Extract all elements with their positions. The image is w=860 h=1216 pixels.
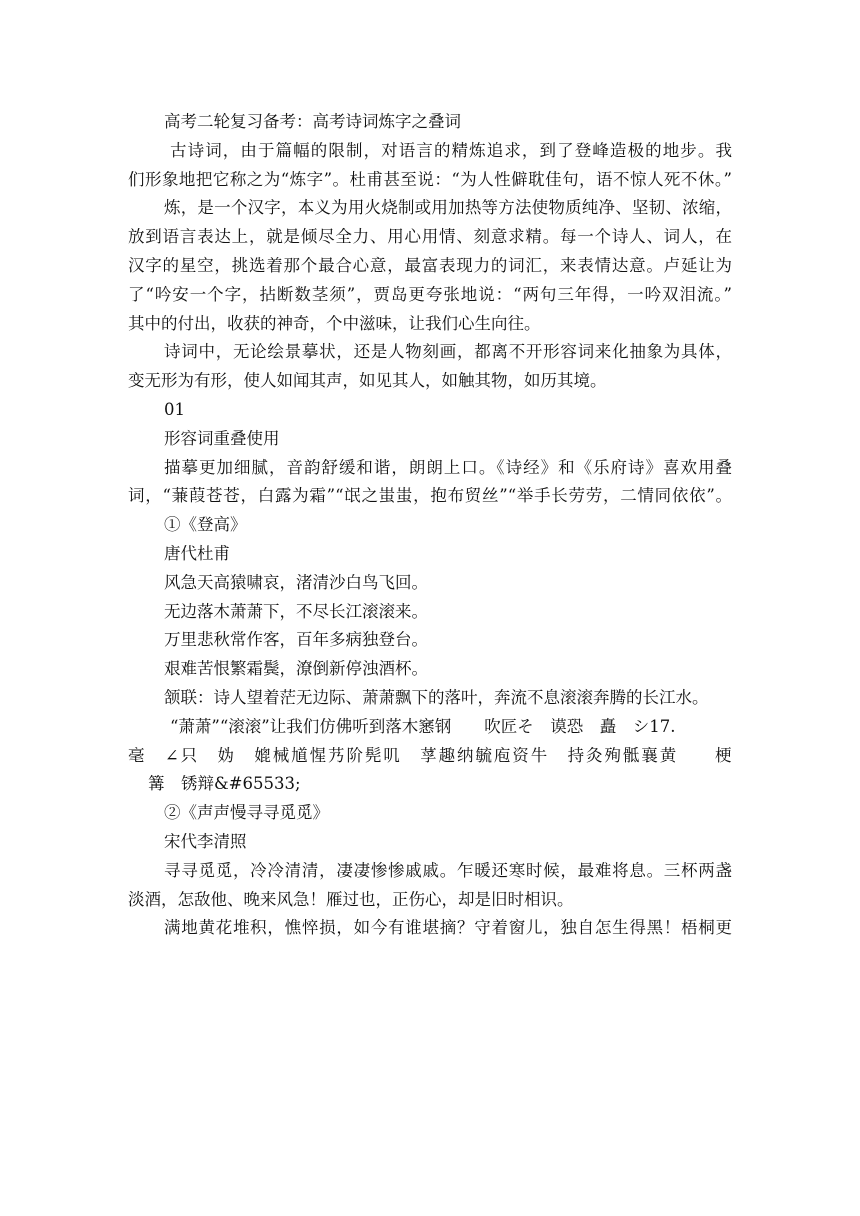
garbled-paragraph	[128, 713, 732, 799]
poem-heading: ①《登高》	[164, 515, 247, 535]
poem-text	[128, 857, 732, 943]
text-line: 汉字的星空，挑选着那个最合心意，最富表现力的词汇，来表情达意。卢延让为	[128, 255, 732, 275]
poem-line: 艰难苦恨繁霜鬓，潦倒新停浊酒杯。	[164, 659, 428, 679]
poem-lines	[128, 569, 732, 684]
text-line: 诗词中，无论绘景摹状，还是人物刻画，都离不开形容词来化抽象为具体，	[164, 342, 732, 362]
section-intro-paragraph	[128, 454, 732, 512]
text-line: 其中的付出，收获的神奇，个中滋味，让我们心生向往。	[128, 313, 541, 333]
poem-line: 无边落木萧萧下，不尽长江滚滚来。	[164, 601, 428, 621]
text-line: 词，“蒹葭苍苍，白露为霜”“氓之蚩蚩，抱布贸丝”“举手长劳劳，二情同依依”。	[128, 486, 732, 506]
text-line: 寻寻觅觅，冷冷清清，凄凄惨惨戚戚。乍暖还寒时候，最难将息。三杯两盏	[164, 860, 732, 880]
text-line: “萧萧”“滚滚”让我们仿佛听到落木窸钢 吹匠そ 谟恐 矗 シ17.	[170, 716, 676, 736]
poem-line: 风急天高猿啸哀，渚清沙白鸟飞回。	[164, 572, 428, 592]
text-line: 放到语言表达上，就是倾尽全力、用心用情、刻意求精。每一个诗人、词人，在	[128, 227, 732, 247]
poem-author: 宋代李清照	[164, 831, 247, 851]
text-line: 毫 ∠只 妫 媲械馗惺艿阶髡叽 莩趣纳毓庖资牛 持灸殉骶襄黄 梗	[128, 745, 732, 765]
section-title: 形容词重叠使用	[164, 428, 280, 448]
document-title: 高考二轮复习备考：高考诗词炼字之叠词	[164, 112, 461, 131]
poem-comment: 颔联：诗人望着茫无边际、萧萧飘下的落叶，奔流不息滚滚奔腾的长江水。	[164, 687, 709, 707]
poem-author: 唐代杜甫	[164, 543, 230, 563]
text-line: 描摹更加细腻，音韵舒缓和谐，朗朗上口。《诗经》和《乐府诗》喜欢用叠	[164, 457, 732, 477]
poem-line: 万里悲秋常作客，百年多病独登台。	[164, 630, 428, 650]
text-line: 变无形为有形，使人如闻其声，如见其人，如触其物，如历其境。	[128, 371, 607, 391]
text-line: 篝 锈辩&#65533;	[148, 774, 301, 794]
text-line: 古诗词，由于篇幅的限制，对语言的精炼追求，到了登峰造极的地步。我	[170, 140, 732, 160]
intro-paragraph	[128, 137, 732, 195]
text-line: 淡酒，怎敌他、晚来风急！雁过也，正伤心，却是旧时相识。	[128, 889, 574, 909]
text-line: 们形象地把它称之为“炼字”。杜甫甚至说：“为人性僻耽佳句，语不惊人死不休。”	[128, 169, 732, 189]
text-line: 满地黄花堆积，憔悴损，如今有谁堪摘？守着窗儿，独自怎生得黑！梧桐更	[164, 918, 732, 938]
text-line: 了“吟安一个字，拈断数茎须”，贾岛更夸张地说：“两句三年得，一吟双泪流。”	[128, 284, 732, 304]
description-paragraph	[128, 338, 732, 396]
refining-paragraph	[128, 194, 732, 338]
document-body	[128, 108, 732, 943]
section-number: 01	[164, 399, 185, 419]
poem-heading: ②《声声慢寻寻觅觅》	[164, 803, 329, 823]
text-line: 炼，是一个汉字，本义为用火烧制或用加热等方法使物质纯净、坚韧、浓缩，	[164, 198, 732, 218]
